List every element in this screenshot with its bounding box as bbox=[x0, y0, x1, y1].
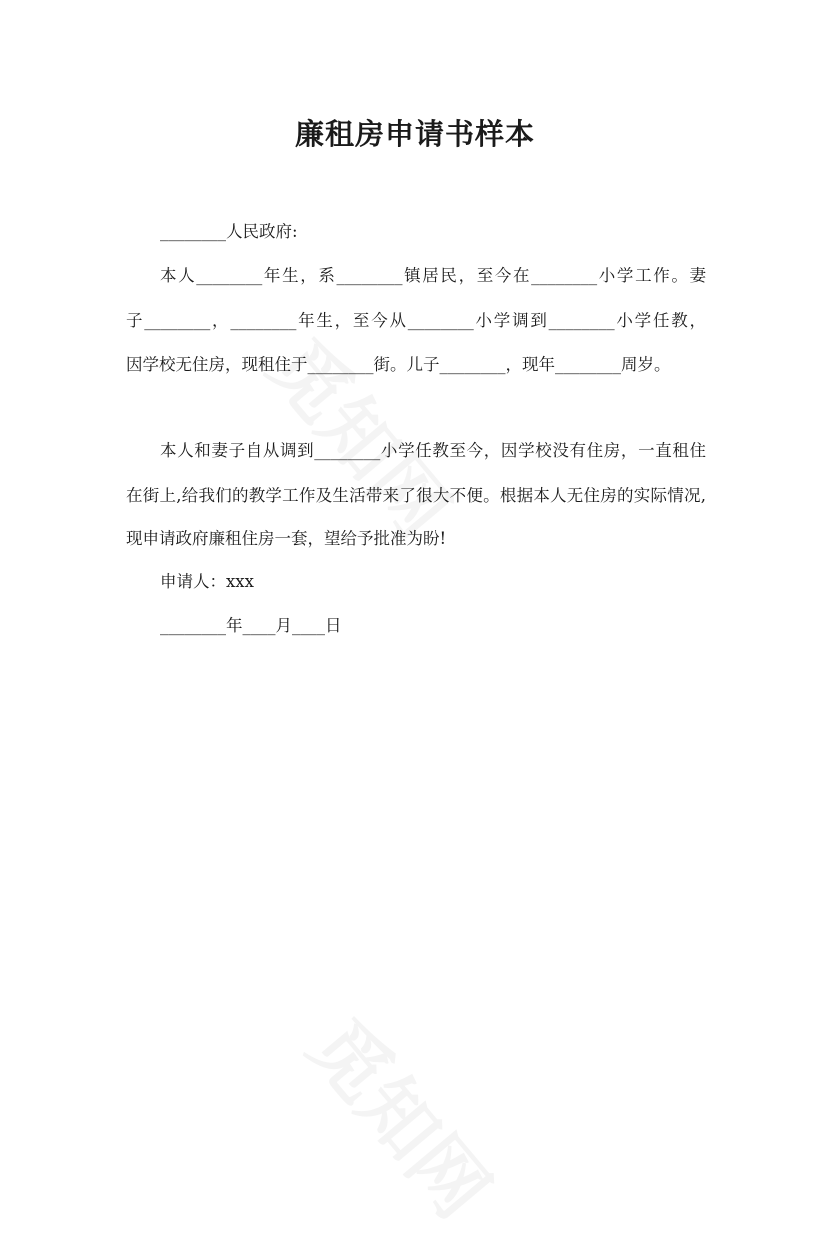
paragraph2-line3: 现申请政府廉租住房一套，望给予批准为盼! bbox=[126, 529, 447, 548]
document-title: 廉租房申请书样本 bbox=[294, 117, 535, 151]
paragraph1-line2: 子________，________年生，至今从________小学调到________小学任教， bbox=[126, 311, 706, 330]
applicant-signature: 申请人：xxx bbox=[160, 572, 254, 591]
salutation: ________人民政府: bbox=[160, 222, 298, 241]
paragraph1-line1: 本人________年生，系________镇居民，至今在________小学工作。妻 bbox=[160, 266, 706, 285]
paragraph2-line1: 本人和妻子自从调到________小学任教至今，因学校没有住房，一直租住 bbox=[160, 441, 706, 460]
date-line: ________年____月____日 bbox=[160, 616, 342, 635]
watermark bbox=[249, 312, 479, 557]
paragraph2-line2: 在街上,给我们的教学工作及生活带来了很大不便。根据本人无住房的实际情况, bbox=[126, 486, 706, 505]
paragraph1-line3: 因学校无住房，现租住于________街。儿子________，现年________周岁。 bbox=[126, 355, 671, 374]
watermark-bottom bbox=[289, 992, 519, 1237]
